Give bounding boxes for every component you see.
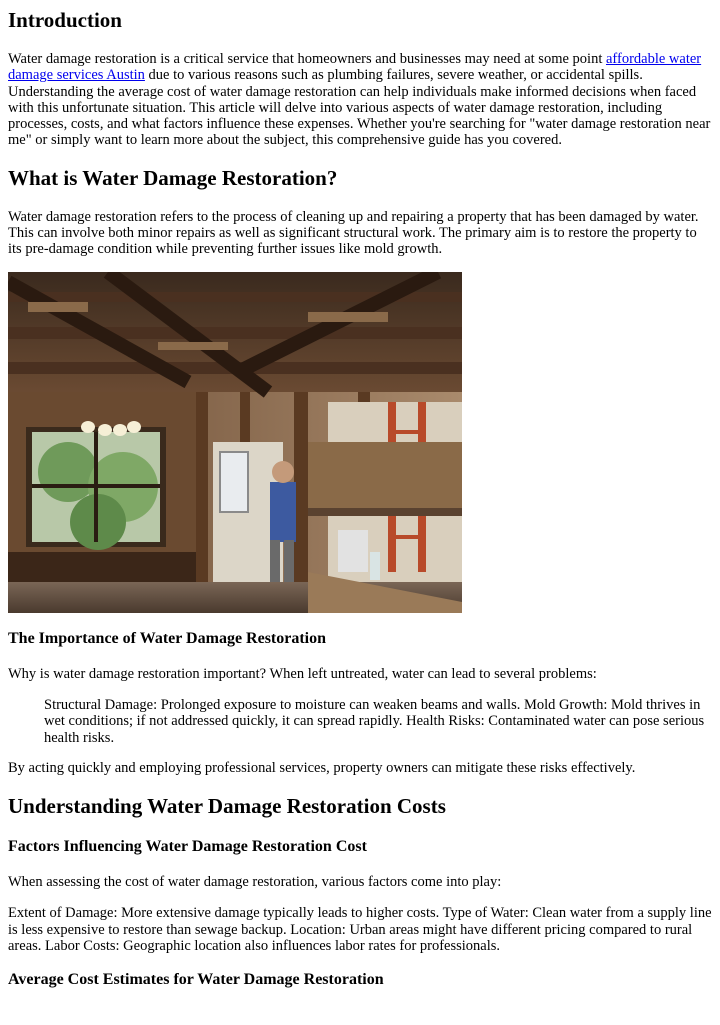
heading-factors: Factors Influencing Water Damage Restoration Cost <box>8 838 367 856</box>
heading-importance: The Importance of Water Damage Restoration <box>8 629 327 647</box>
intro-text-before-link: Water damage restoration is a critical service that homeowners and businesses may need at some point <box>8 51 606 67</box>
affordable-services-link[interactable]: affordable water damage services Austin <box>8 51 702 84</box>
heading-what-is: What is Water Damage Restoration? <box>8 165 338 190</box>
article <box>0 8 720 990</box>
heading-understanding-costs: Understanding Water Damage Restoration Costs <box>8 794 446 819</box>
heading-introduction: Introduction <box>8 8 122 32</box>
importance-closing-paragraph: By acting quickly and employing professional services, property owners can mitigate these risks effectively. <box>8 759 636 776</box>
importance-intro-paragraph: Why is water damage restoration important? When left untreated, water can lead to several problems: <box>8 665 597 682</box>
what-is-paragraph: Water damage restoration refers to the process of cleaning up and repairing a property that has been damaged by water. This can involve both minor repairs as well as significant structural work. The primary aim is to restore the property to its pre-damage condition while preventing further issues like mold growth. <box>8 208 699 258</box>
factors-intro-paragraph: When assessing the cost of water damage restoration, various factors come into play: <box>8 874 502 891</box>
restoration-photo <box>8 272 462 613</box>
heading-average-cost: Average Cost Estimates for Water Damage Restoration <box>8 971 384 989</box>
intro-text-after-link: due to various reasons such as plumbing failures, severe weather, or accidental spills. Understanding the average cost of water damage restoration can help individuals make informed decisions when faced with this unfortunate situation. This article will delve into various aspects of water damage restoration, including processes, costs, and what factors influence these expenses. Whether you're searching for "water damage restoration near me" or simply want to learn more about the subject, this comprehensive guide has you covered. <box>8 67 711 149</box>
factors-paragraph: Extent of Damage: More extensive damage typically leads to higher costs. Type of Water: Clean water from a supply line is less expensive to restore than sewage backup. Location: Urban areas might have different pricing compared to rural areas. Labor Costs: Geographic location also influences labor rates for professionals. <box>8 905 712 955</box>
intro-paragraph <box>8 51 712 149</box>
importance-problems-quote: Structural Damage: Prolonged exposure to moisture can weaken beams and walls. Mold Growth: Mold thrives in wet conditions; if not addressed quickly, it can spread rapidly. Health Risks: Contaminated water can pose serious health risks. <box>44 696 705 746</box>
